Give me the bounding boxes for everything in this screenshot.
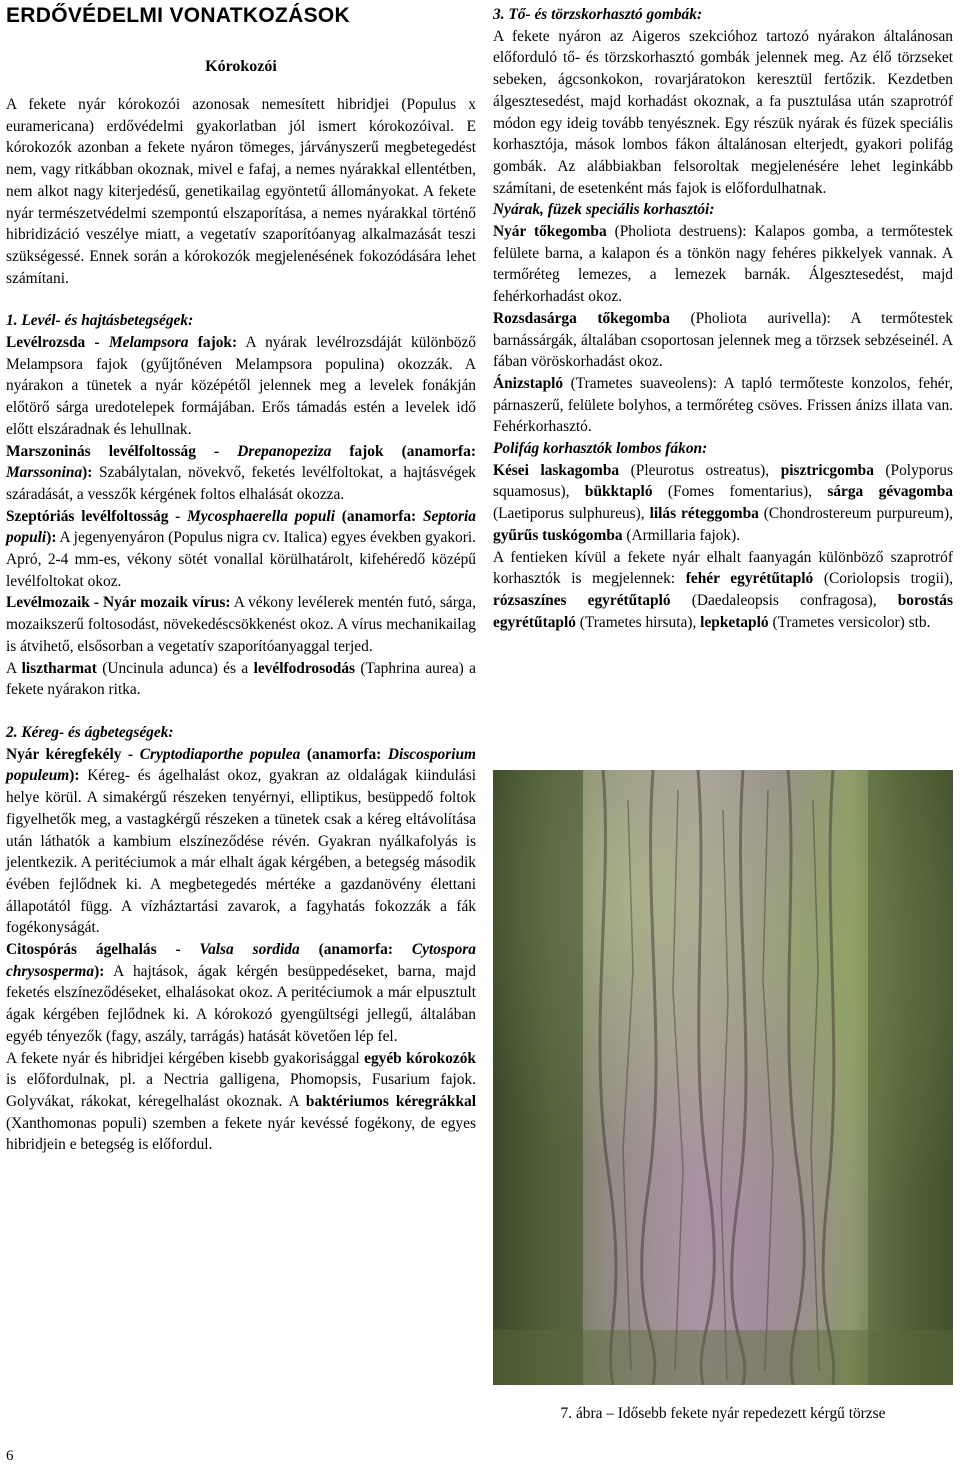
- paragraph-citospora: Citospórás ágelhalás - Valsa sordida (anamorfa: Cytospora chrysosperma): A hajtások, ágak kérgén besüppedéseket, barna, majd feketés elszíneződéseket, elhalásokat okoz. A peritéciumok a már elpusztult ágak kérgében fejlődnek ki. A kórokozó gyengültségi jellegű, általában egyéb tényezők (fagy, aszály, tarrágás) hatását követően lép fel.: [6, 941, 476, 1045]
- bark-texture: [493, 770, 953, 1385]
- page-number: 6: [6, 1448, 14, 1464]
- subheading-specialis: Nyárak, füzek speciális korhasztói:: [493, 201, 715, 219]
- figure-caption: 7. ábra – Idősebb fekete nyár repedezett kérgű törzse: [560, 1405, 886, 1422]
- paragraph-szaprotrof: A fentieken kívül a fekete nyár elhalt faanyagán különböző szaprotróf korhasztók is megjelennek: fehér egyrétűtapló (Coriolopsis trogii), rózsaszínes egyrétűtapló (Daedaleopsis confragosa), borostás egyrétűtapló (Trametes hirsuta), lepketapló (Trametes versicolor) stb.: [493, 548, 954, 631]
- paragraph-levelmozaik: Levélmozaik - Nyár mozaik vírus: A vékony levélerek mentén futó, sárga, mozaikszerű foltosodást, növekedéscsökkenést okoz. A vírus mechanikailag is átvihető, elsősorban a vegetatív szaporítóanyaggal terjed.: [6, 594, 476, 655]
- paragraph-rozsdasarga-tokegomba: Rozsdasárga tőkegomba (Pholiota aurivella): A termőtestek barnássárgák, általában csoportosan jelennek meg a törzsek sebzéseinél. A fában vöröskorhadást okoz.: [493, 309, 953, 371]
- tree-bark-photo: [493, 770, 953, 1385]
- subheading-polifag: Polifág korhasztók lombos fákon:: [493, 440, 708, 458]
- paragraph-egyeb-korokozok: A fekete nyár és hibridjei kérgében kisebb gyakorisággal egyéb kórokozók is előfordulnak, pl. a Nectria galligena, Phomopsis, Fusarium fajok. Golyvákat, rákokat, kéregelhalást okoznak. A baktériumos kéregrákkal (Xanthomonas populi) szemben a fekete nyár kevéssé fogékony, de egyes hibridjein e betegség is előfordul.: [6, 1049, 476, 1154]
- page-title: ERDŐVÉDELMI VONATKOZÁSOK: [6, 4, 350, 27]
- paragraph-szeptoria: Szeptóriás levélfoltosság - Mycosphaerella populi (anamorfa: Septoria populi): A jegenyenyáron (Populus nigra cv. Italica) egyes években gyakori. Apró, 2-4 mm-es, vékony sötét vonallal körülhatárolt, kifehéredő középű levélfoltokat okoz.: [6, 507, 476, 590]
- paragraph-marszonina: Marszoninás levélfoltosság - Drepanopeziza fajok (anamorfa: Marssonina): Szabálytalan, növekvő, feketés levélfoltokat, a hajtásvégek száradását, a vesszők kérgének foltos elhalását okozza.: [6, 442, 477, 503]
- paragraph-polifag-list: Kései laskagomba (Pleurotus ostreatus), pisztricgomba (Polyporus squamosus), bükktapló (Fomes fomentarius), sárga gévagomba (Laetiporus sulphureus), lilás réteggomba (Chondrostereum purpureum), gyűrűs tuskógomba (Armillaria fajok).: [493, 461, 954, 544]
- section-1-heading: 1. Levél- és hajtásbetegségek:: [6, 312, 194, 330]
- paragraph-kereg-fekely: Nyár kéregfekély - Cryptodiaporthe populea (anamorfa: Discosporium populeum): Kéreg- és ágelhalást okoz, gyakran az oldalágak kiindulási helye körül. A simakérgű részeken tenyérnyi, elliptikus, besüppedő foltok figyelhetők meg, a vastagkérgű részeken a tünetek csak a kéreg eltávolítása után láthatók a kambium elszíneződése révén. Gyakran nyálkafolyás is jelentkezik. A peritéciumok a már elhalt ágak kérgében, a betegség második évében fejlődnek ki. A megbetegedés mértéke a gazdanövény élettani állapotától függ. A vízháztartási zavarok, a fagyhatás fokozzák a fák fogékonyságát.: [6, 745, 477, 937]
- intro-paragraph: A fekete nyár kórokozói azonosak nemesített hibridjei (Populus x euramericana) erdővédelmi gyakorlatban jól ismert kórokozóival. E kórokozók azonban a fekete nyáron tömeges, járványszerű megbetegedést nem, vagy ritkábban okoznak, mivel e fafaj, a nemes nyárakkal ellentétben, nem alkot nagy kiterjedésű, genetikailag egyöntetű állományokat. A fekete nyár természetvédelmi szempontú elszaporítása, a nemes nyárakkal történő hibridizáció veszélye miatt, a vegetatív szaporítóanyag alkalmazását teszi szükségessé. Ennek során a kórokozók megjelenésének fokozódására lehet számítani.: [6, 96, 476, 287]
- paragraph-lisztharmat: A lisztharmat (Uncinula adunca) és a levélfodrosodás (Taphrina aurea) a fekete nyárakon ritka.: [6, 659, 476, 699]
- paragraph-levelrozsda: Levélrozsda - Melampsora fajok: A nyárak levélrozsdáját különböző Melampsora fajok (gyűjtőnéven Melampsora populina) okozzák. A nyárakon a tünetek a nyár középétől jelennek meg a levelek fonákján előtörő sárga uredotelepek formájában. Erős támadás estén a levelek idő előtt elszáradnak és lehullnak.: [6, 334, 476, 438]
- paragraph-nyar-tokegomba: Nyár tőkegomba (Pholiota destruens): Kalapos gomba, a termőtestek felülete barna, a kalapon és a tönkön nagy fehéres pikkelyek vannak. A termőréteg lemezes, a lemezek barnák. Álgesztesedést, majd fehérkorhadást okoz.: [493, 223, 953, 306]
- paragraph-korhasztok-intro: A fekete nyáron az Aigeros szekcióhoz tartozó nyárakon általánosan előforduló tő- és törzskorhasztó gombák jelennek meg. Az élő törzseket sebeken, ágcsonkokon, rovarjáratokon keresztül fertőzik. Kezdetben álgesztesedést, majd korhadást okoznak, a fa pusztulása után szaprotróf módon egy ideig tovább tenyésznek. Egy részük nyárak és füzek speciális korhasztója, mások lombos fákon általánosan elterjedt, gyakori polifág gombák. Az alábbiakban felsoroltak megjelenésére lehet leginkább számítani, de esetenként más fajok is előfordulhatnak.: [493, 27, 953, 197]
- paragraph-anizstaplo: Ánizstapló (Trametes suaveolens): A tapló termőteste konzolos, fehér, párnaszerű, felülete bolyhos, a termőréteg csöves. Frissen ánizs illata van. Fehérkorhasztó.: [493, 374, 953, 436]
- section-2-heading: 2. Kéreg- és ágbetegségek:: [6, 723, 174, 741]
- section-3-heading: 3. Tő- és törzskorhasztó gombák:: [493, 6, 703, 23]
- section-subtitle: Kórokozói: [205, 58, 277, 75]
